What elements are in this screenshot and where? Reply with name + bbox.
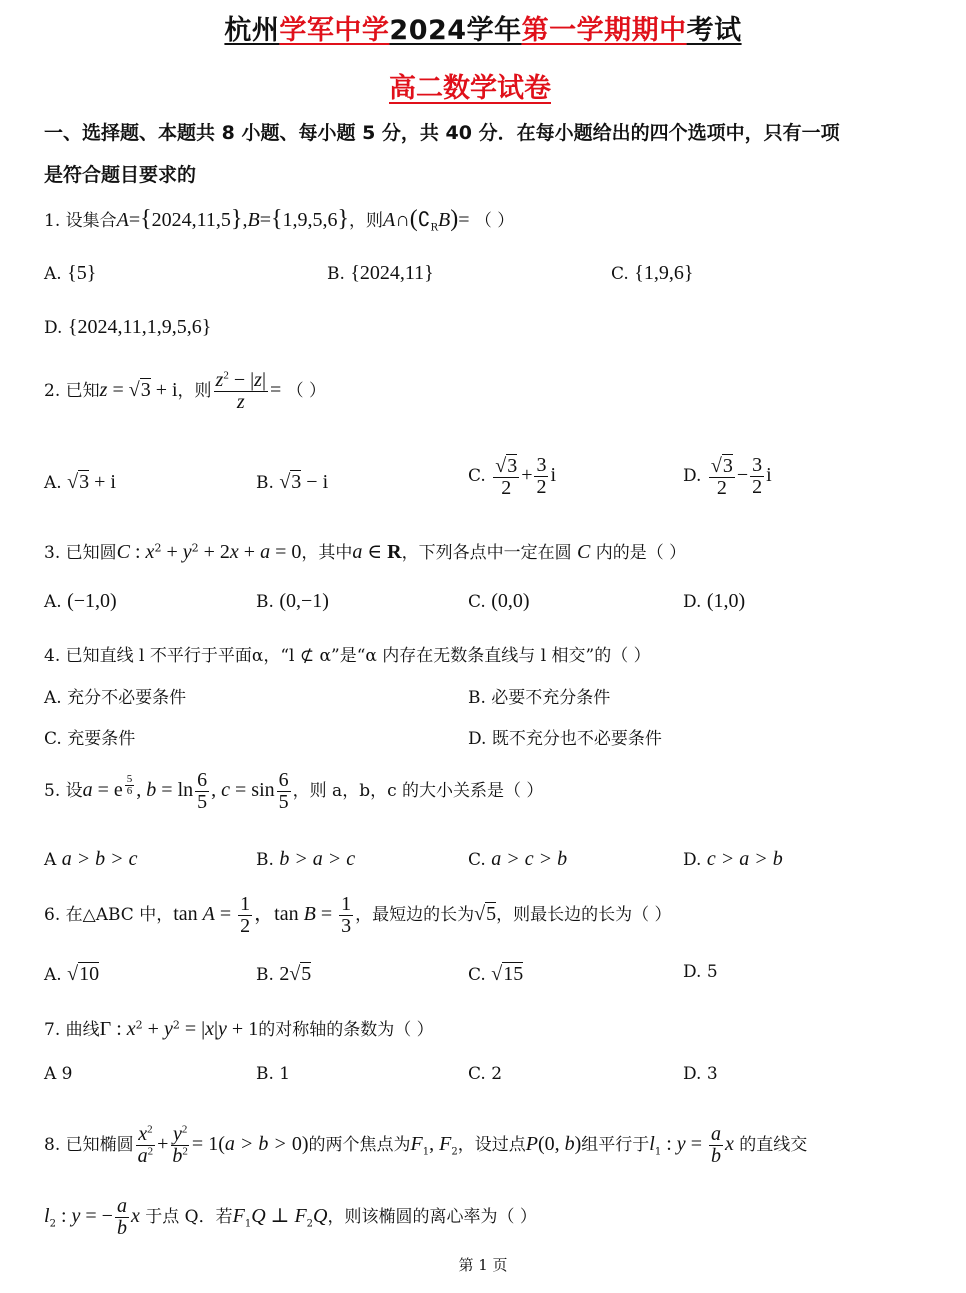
q2-option-a[interactable]: A. √3 + i	[44, 471, 116, 493]
title-school: 学军中学	[279, 15, 390, 46]
q6-option-d[interactable]: D. 5	[683, 962, 718, 982]
question-5: 5. 设a = e $^{\frac{5}{6}}$ , b = ln $\frac{6}{5}$ , c = sin $\frac{6}{5}$ ，则 a，b，c 的大小关系是（ ）	[44, 769, 544, 813]
q7-option-a[interactable]: A 9	[44, 1064, 73, 1084]
q4-option-c[interactable]: C. 充要条件	[44, 729, 136, 749]
question-text: 设集合	[65, 211, 117, 231]
q1-option-c[interactable]: C. {1,9,6}	[611, 262, 694, 284]
q6-option-c[interactable]: C. √15	[468, 963, 524, 985]
title-city: 杭州	[224, 15, 280, 46]
q1-option-b[interactable]: B. {2024,11}	[327, 262, 434, 284]
section-heading	[44, 112, 924, 196]
q7-option-c[interactable]: C. 2	[468, 1064, 503, 1084]
title-year: 2024学年	[389, 15, 522, 46]
section-heading-line2: 是符合题目要求的	[44, 164, 197, 186]
q5-option-a[interactable]: A a > b > c	[44, 848, 138, 870]
question-8-line2: $l_2$ : y = − $\frac{a}{b}$ x 于点 Q．若$F_1Q$ ⊥ $F_2Q$，则该椭圆的离心率为（ ）	[44, 1195, 537, 1239]
question-number: 1.	[44, 211, 61, 231]
exam-subtitle: 高二数学试卷	[389, 73, 551, 104]
question-number: 2.	[44, 381, 61, 401]
q1-option-d[interactable]: D. {2024,11,1,9,5,6}	[44, 316, 212, 338]
question-6: 6. 在△ABC 中，tan A = $\frac{1}{2}$ ，tan B = $\frac{1}{3}$ ，最短边的长为√5，则最长边的长为（ ）	[44, 893, 672, 937]
q2-option-d[interactable]: D. $\frac{√3}{2}$ − $\frac{3}{2}$ i	[683, 454, 772, 499]
q3-option-a[interactable]: A. (−1,0)	[44, 590, 117, 612]
exam-title	[0, 8, 966, 47]
q2-option-b[interactable]: B. √3 − i	[256, 471, 329, 493]
q5-option-c[interactable]: C. a > c > b	[468, 848, 568, 870]
math-expression: A	[116, 209, 129, 231]
q5-option-b[interactable]: B. b > a > c	[256, 848, 356, 870]
q2-option-c[interactable]: C. $\frac{√3}{2}$ + $\frac{3}{2}$ i	[468, 454, 557, 499]
q1-option-a[interactable]: A. {5}	[44, 262, 97, 284]
q7-option-b[interactable]: B. 1	[256, 1064, 291, 1084]
page-number: 第 1 页	[458, 1256, 508, 1274]
q6-option-b[interactable]: B. 2√5	[256, 963, 312, 985]
q6-option-a[interactable]: A. √10	[44, 963, 100, 985]
q5-option-d[interactable]: D. c > a > b	[683, 848, 783, 870]
q7-option-d[interactable]: D. 3	[683, 1064, 718, 1084]
question-7: 7. 曲线Γ : $x^2 + y^2 = |x|y + 1$的对称轴的条数为（ ）	[44, 1018, 434, 1040]
q4-option-a[interactable]: A. 充分不必要条件	[44, 688, 187, 708]
question-2: 2. 已知z = √3 + i，则 $\frac{z^2 - |z|}{z}$ = （ ）	[44, 369, 327, 413]
q3-option-b[interactable]: B. (0,−1)	[256, 590, 329, 612]
q4-option-b[interactable]: B. 必要不充分条件	[468, 688, 611, 708]
question-1: 1. 设集合A={2024,11,5},B={1,9,5,6}，则$A\cap(∁_RB)=$ （ ）	[44, 206, 515, 234]
q3-option-d[interactable]: D. (1,0)	[683, 590, 746, 612]
question-3: 3. 已知圆C : $x^2 + y^2 + 2x + a = 0$，其中a ∈ R，下列各点中一定在圆 C 内的是（ ）	[44, 541, 687, 563]
question-8: 8. 已知椭圆 $\frac{x^2}{a^2}$ + $\frac{y^2}{b^2}$ = 1(a > b > 0)的两个焦点为$F_1$, $F_2$，设过点P(0, b)组平行于$l_1$ : y = $\frac{a}{b}$ x 的直线交	[44, 1123, 808, 1167]
section-heading-line1: 一、选择题、本题共 8 小题、每小题 5 分，共 40 分．在每小题给出的四个选项中，只有一项	[44, 122, 840, 144]
title-term: 第一学期期中	[521, 15, 687, 46]
q4-option-d[interactable]: D. 既不充分也不必要条件	[468, 729, 662, 749]
question-4: 4. 已知直线 l 不平行于平面α，“l ⊄ α”是“α 内存在无数条直线与 l 相交”的（ ）	[44, 646, 651, 666]
title-exam: 考试	[686, 15, 742, 46]
q3-option-c[interactable]: C. (0,0)	[468, 590, 530, 612]
